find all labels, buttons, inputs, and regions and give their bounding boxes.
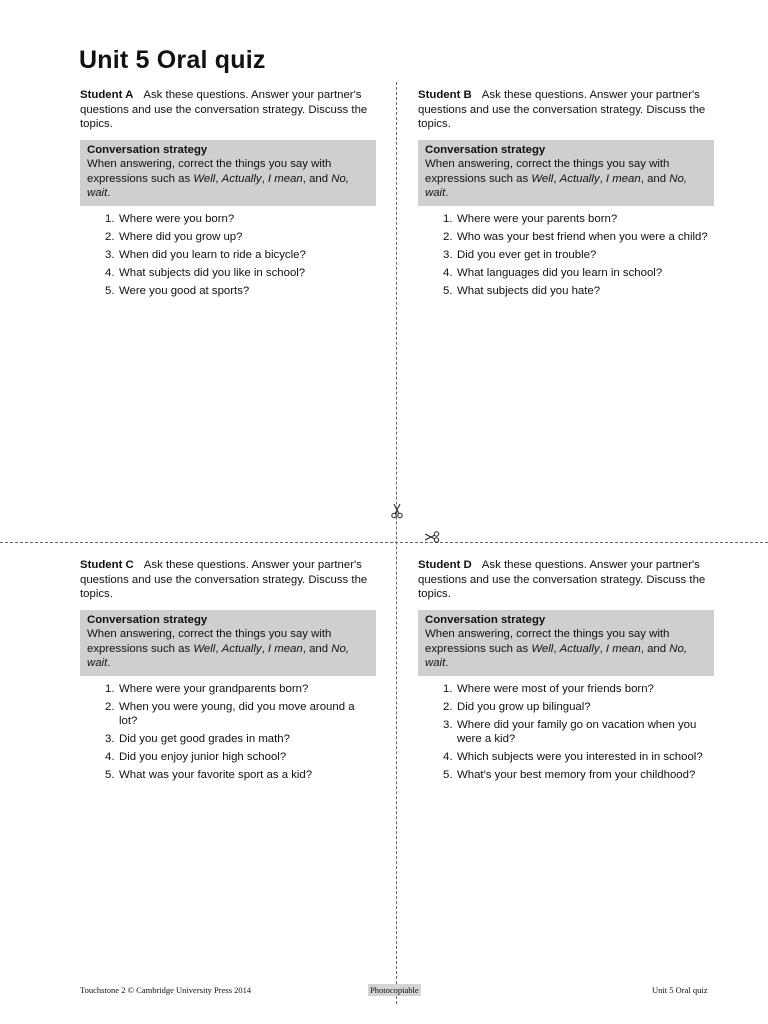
- list-item: 3. When did you learn to ride a bicycle?: [105, 248, 306, 261]
- list-item: 5. What's your best memory from your childhood?: [443, 769, 696, 782]
- instructions: Student A Ask these questions. Answer your partner's questions and use the conversation strategy. Discuss the topics.: [80, 89, 368, 130]
- question-list: [418, 212, 714, 299]
- strategy-text: When answering, correct the things you say with expressions such as Well, Actually, I mean, and No, wait.: [87, 628, 349, 669]
- list-item: 4. What languages did you learn in school?: [443, 266, 663, 279]
- scissors-icon: [389, 503, 405, 519]
- list-item: 2. When you were young, did you move around a lot?: [105, 700, 355, 728]
- list-item: 4. Which subjects were you interested in in school?: [443, 751, 703, 764]
- strategy-title: Conversation strategy: [87, 613, 208, 626]
- student-label: Student D: [418, 559, 472, 571]
- strategy-text: When answering, correct the things you say with expressions such as Well, Actually, I mean, and No, wait.: [87, 158, 349, 199]
- list-item: 2. Who was your best friend when you were a child?: [443, 230, 708, 243]
- strategy-box: [80, 610, 376, 676]
- question-list: [418, 682, 714, 783]
- footer-copyright: Touchstone 2 © Cambridge University Press 2014: [80, 985, 252, 995]
- strategy-title: Conversation strategy: [425, 613, 546, 626]
- footer-photocopiable: Photocopiable: [370, 985, 419, 995]
- list-item: 4. What subjects did you like in school?: [105, 266, 306, 279]
- strategy-box: [80, 140, 376, 206]
- list-item: 3. Did you ever get in trouble?: [443, 248, 597, 261]
- strategy-box: [418, 610, 714, 676]
- student-label: Student C: [80, 559, 134, 571]
- strategy-box: [418, 140, 714, 206]
- list-item: 1. Where were your grandparents born?: [105, 682, 309, 695]
- list-item: 2. Did you grow up bilingual?: [443, 700, 591, 713]
- list-item: 3. Did you get good grades in math?: [105, 733, 290, 746]
- question-list: [80, 212, 376, 299]
- student-b-section: [418, 88, 714, 302]
- list-item: 5. What subjects did you hate?: [443, 284, 601, 297]
- strategy-text: When answering, correct the things you say with expressions such as Well, Actually, I mean, and No, wait.: [425, 628, 687, 669]
- footer-unit: Unit 5 Oral quiz: [652, 985, 708, 995]
- list-item: 2. Where did you grow up?: [105, 230, 243, 243]
- list-item: 5. Were you good at sports?: [105, 284, 250, 297]
- student-label: Student B: [418, 89, 472, 101]
- strategy-title: Conversation strategy: [425, 143, 546, 156]
- instructions: Student C Ask these questions. Answer your partner's questions and use the conversation strategy. Discuss the topics.: [80, 559, 368, 600]
- instructions: Student D Ask these questions. Answer your partner's questions and use the conversation strategy. Discuss the topics.: [418, 559, 706, 600]
- instructions: Student B Ask these questions. Answer your partner's questions and use the conversation strategy. Discuss the topics.: [418, 89, 706, 130]
- student-d-section: [418, 558, 714, 786]
- strategy-text: When answering, correct the things you say with expressions such as Well, Actually, I mean, and No, wait.: [425, 158, 687, 199]
- student-c-section: [80, 558, 376, 786]
- list-item: 1. Where were you born?: [105, 212, 235, 225]
- list-item: 1. Where were your parents born?: [443, 212, 618, 225]
- question-list: [80, 682, 376, 783]
- page-title: Unit 5 Oral quiz: [79, 46, 266, 74]
- vertical-cut-line: [396, 82, 397, 1004]
- scissors-icon: [424, 529, 440, 545]
- list-item: 4. Did you enjoy junior high school?: [105, 751, 287, 764]
- list-item: 1. Where were most of your friends born?: [443, 682, 654, 695]
- list-item: 3. Where did your family go on vacation when you were a kid?: [443, 718, 697, 746]
- strategy-title: Conversation strategy: [87, 143, 208, 156]
- list-item: 5. What was your favorite sport as a kid?: [105, 769, 313, 782]
- horizontal-cut-line: [0, 542, 768, 543]
- student-label: Student A: [80, 89, 134, 101]
- student-a-section: [80, 88, 376, 302]
